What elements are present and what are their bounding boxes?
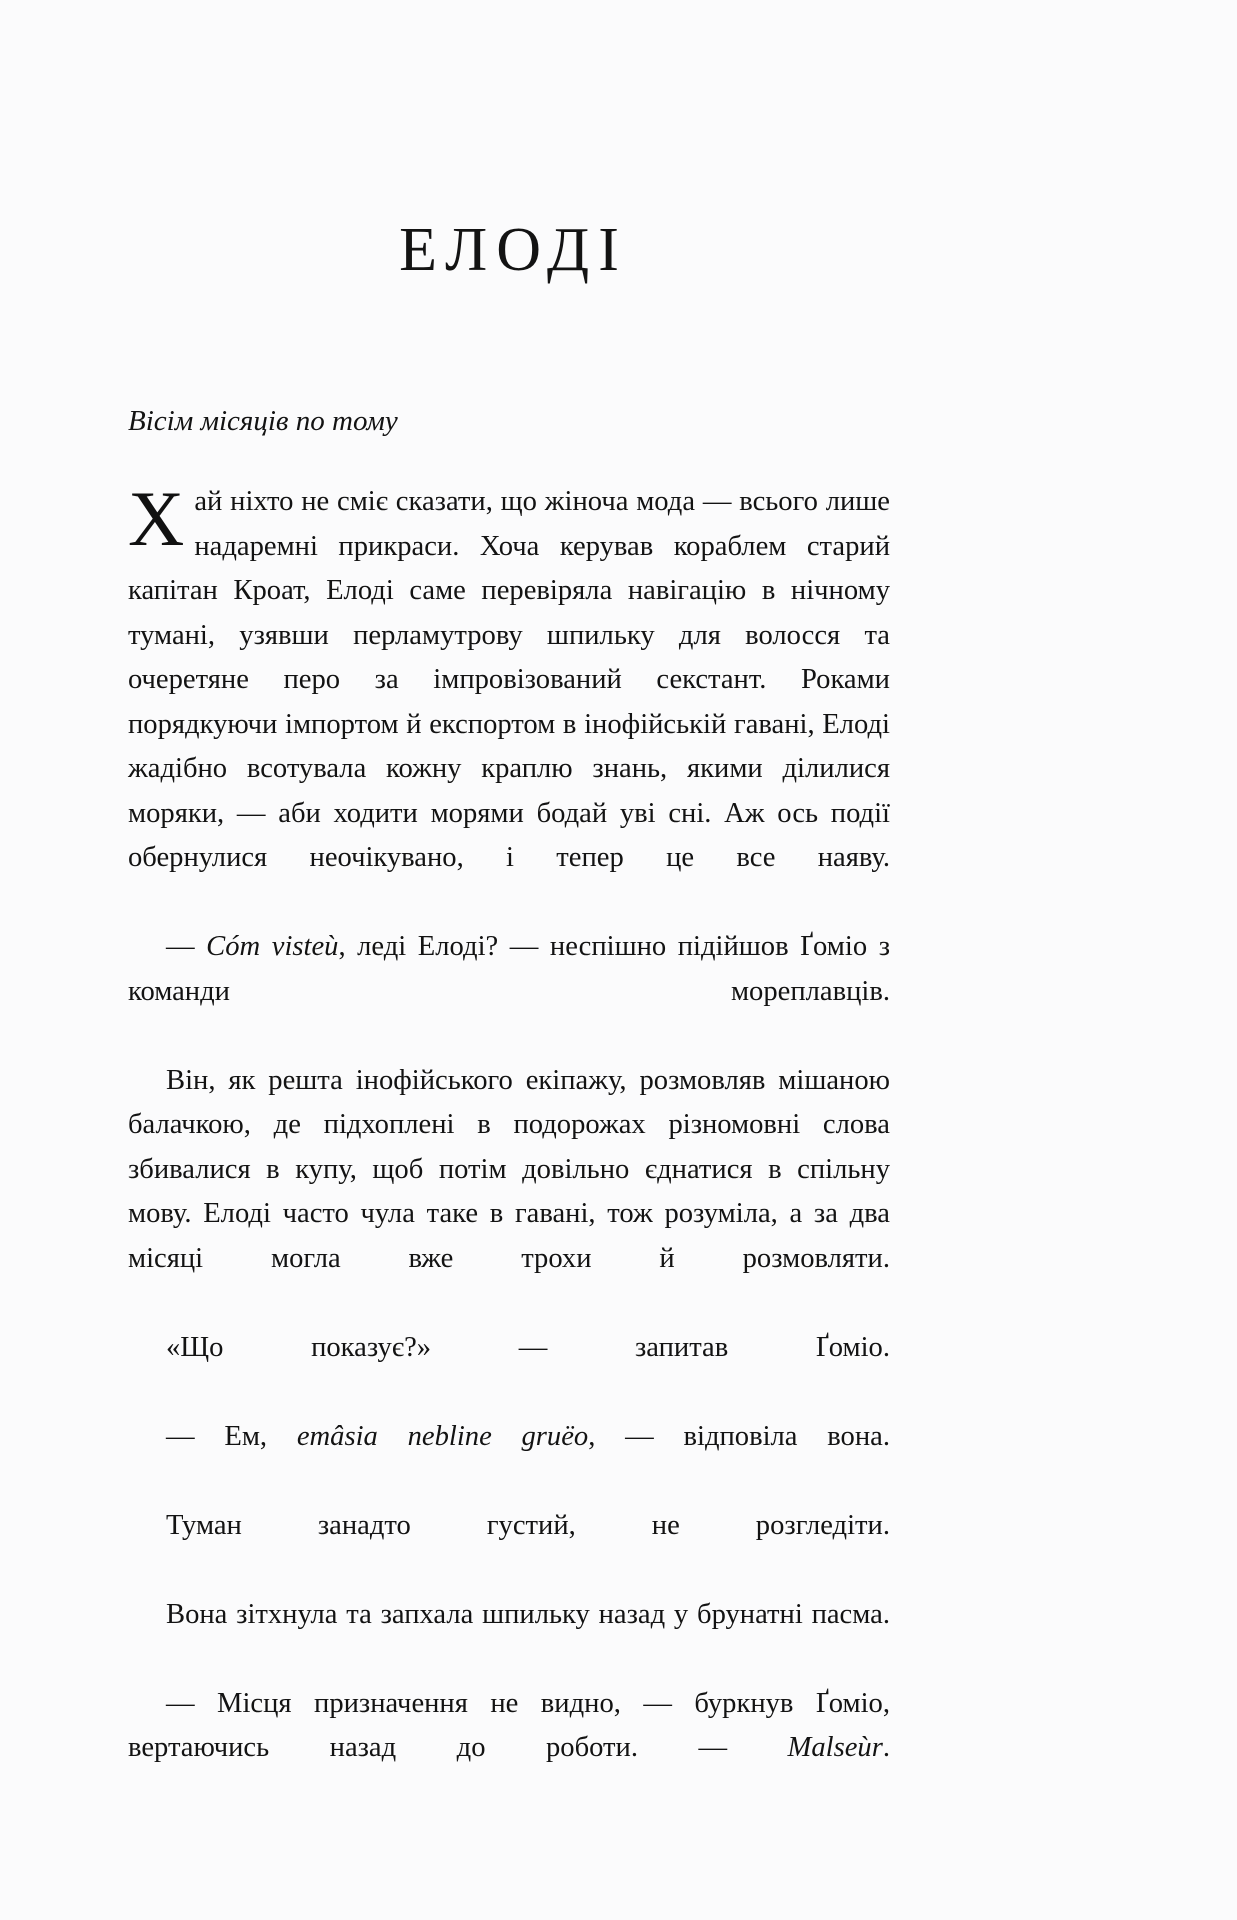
paragraph-dialogue-1 [128,925,890,1059]
dialogue-dash-2: — Ем, [166,1420,297,1452]
drop-cap: Х [128,475,185,562]
paragraph-opening-text: ай ніхто не сміє сказати, що жіноча мода — всього лише надаремні прикраси. Хоча керував кораблем старий капітан Кроат, Елоді саме перевіряла навігацію в нічному тумані, узявши перламутрову шпильку для волосся та очеретяне перо за імпровізований секстант. Роками порядкуючи імпортом й експортом в інофійській гавані, Елоді жадібно всотувала кожну краплю знань, якими ділилися моряки, — аби ходити морями бодай уві сні. Аж ось події обернулися неочікувано, і тепер це все наяву. [128,486,890,873]
paragraph-dialogue-2: «Що показує?» — запитав Ґоміо. [166,1331,890,1363]
dialogue-dash-1: — [166,931,207,962]
paragraph-narrative-3: Вона зітхнула та запхала шпильку назад у брунатні пасма. [166,1598,890,1630]
paragraph-dialogue-4 [128,1682,890,1816]
chapter-title: ЕЛОДІ [399,216,628,284]
paragraph-narrative-1: Він, як решта інофійського екіпажу, розмовляв мішаною балачкою, де підхоплені в подорожах різномовні слова збивалися в купу, щоб потім довільно єднатися в спільну мову. Елоді часто чула таке в гавані, тож розуміла, а за два місяці могла вже трохи й розмовляти. [128,1064,890,1274]
text-column [128,0,890,1920]
body-text [128,475,890,1815]
paragraph-opening [128,475,890,925]
paragraph-narrative-2: Туман занадто густий, не розгледіти. [166,1509,890,1541]
dialogue-tail-2: , — відповіла вона. [588,1420,890,1452]
paragraph-dialogue-3 [128,1415,890,1504]
dialogue-tail-1: , леді Елоді? — неспішно підійшов Ґоміо з команди мореплавців. [128,931,890,1007]
dialogue-tail-3: . [882,1732,890,1763]
foreign-phrase-emasia-nebline-grueo: emâsia nebline gruëo [296,1420,589,1452]
foreign-phrase-com-visteu: Cóm visteù [206,931,339,962]
dialogue-dash-3: — Місця призначення не видно, — буркнув Ґоміо, вертаючись назад до роботи. — [128,1687,890,1763]
chapter-standfirst: Вісім місяців по тому [128,405,398,437]
foreign-phrase-malseur: Malseùr [787,1732,883,1763]
